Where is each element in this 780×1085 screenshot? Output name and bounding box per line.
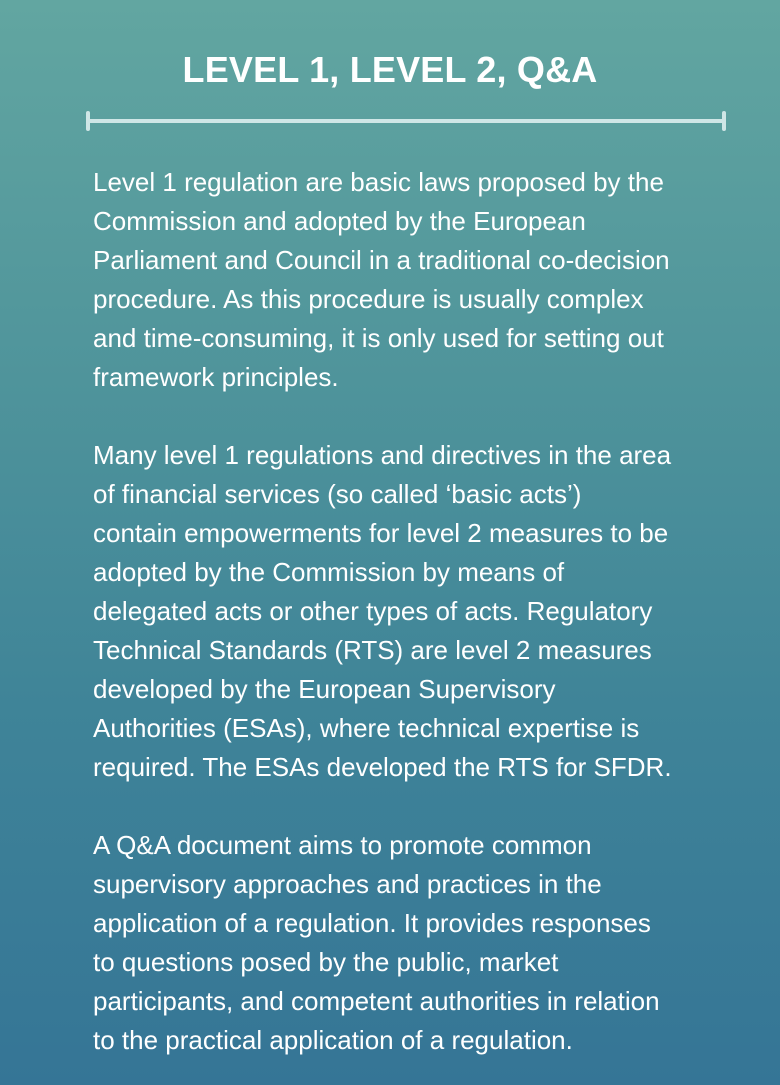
paragraph-level-2: Many level 1 regulations and directives in the area of financial services (so called ‘basic acts’) contain empowerments for level 2 measures to be adopted by the Commission by means of delegated acts or other types of acts. Regulatory Technical Standards (RTS) are level 2 measures developed by the European Supervisory Authorities (ESAs), where technical expertise is required. The ESAs developed the RTS for SFDR. bbox=[93, 440, 672, 782]
title-divider bbox=[86, 111, 726, 131]
paragraph-level-1: Level 1 regulation are basic laws proposed by the Commission and adopted by the European Parliament and Council in a traditional co-decision procedure. As this procedure is usually complex and time-consuming, it is only used for setting out framework principles. bbox=[93, 167, 670, 392]
divider-line bbox=[86, 119, 726, 123]
card-body bbox=[93, 163, 733, 1060]
divider-right-cap bbox=[722, 111, 726, 131]
paragraph-qa: A Q&A document aims to promote common supervisory approaches and practices in the application of a regulation. It provides responses to questions posed by the public, market participants, and competent authorities in relation to the practical application of a regulation. bbox=[93, 830, 660, 1055]
card-title: LEVEL 1, LEVEL 2, Q&A bbox=[182, 49, 598, 90]
